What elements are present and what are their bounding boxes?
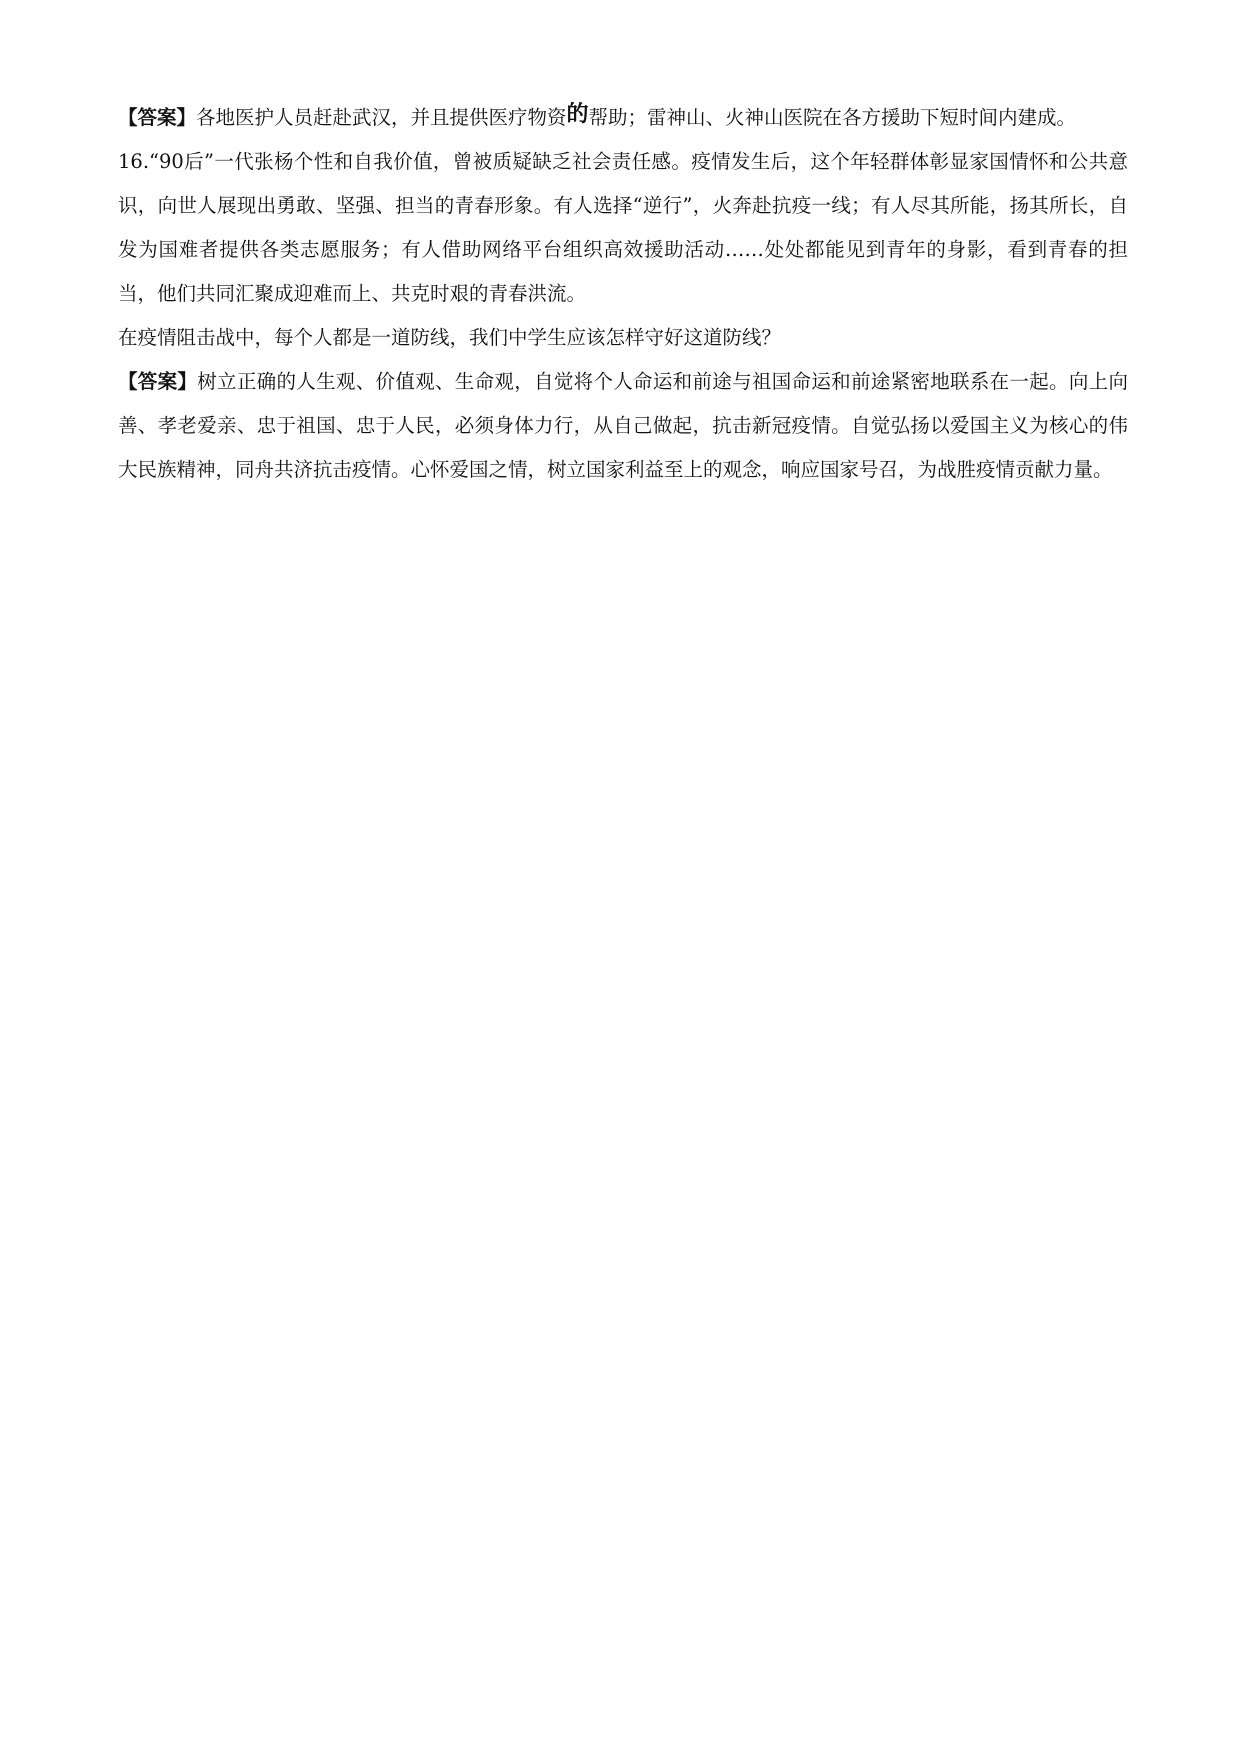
answer-text-emphasis: 的 bbox=[566, 102, 589, 127]
question-16-text: 16.“90后”一代张杨个性和自我价值，曾被质疑缺乏社会责任感。疫情发生后，这个年轻群体彰显家国情怀和公共意识，向世人展现出勇敢、坚强、担当的青春形象。有人选择“逆行”，火奔赴抗疫一线；有人尽其所能，扬其所长，自发为国难者提供各类志愿服务；有人借助网络平台组织高效援助活动……处处都能见到青年的身影，看到青春的担当，他们共同汇聚成迎难而上、共克时艰的青春洪流。 bbox=[118, 150, 1128, 305]
answer-text-part1: 各地医护人员赶赴武汉，并且提供医疗物资 bbox=[196, 106, 567, 129]
answer-text-part2: 帮助；雷神山、火神山医院在各方援助下短时间内建成。 bbox=[588, 106, 1077, 129]
answer-paragraph-15 bbox=[118, 96, 1128, 140]
answer-label: 【答案】 bbox=[118, 370, 198, 393]
answer-text: 树立正确的人生观、价值观、生命观，自觉将个人命运和前途与祖国命运和前途紧密地联系在一起。向上向善、孝老爱亲、忠于祖国、忠于人民，必须身体力行，从自己做起，抗击新冠疫情。自觉弘扬以爱国主义为核心的伟大民族精神，同舟共济抗击疫情。心怀爱国之情，树立国家利益至上的观念，响应国家号召，为战胜疫情贡献力量。 bbox=[118, 370, 1128, 481]
answer-paragraph-16 bbox=[118, 360, 1128, 492]
answer-label: 【答案】 bbox=[118, 106, 197, 129]
document-page bbox=[118, 96, 1128, 492]
question-16-prompt: 在疫情阻击战中，每个人都是一道防线，我们中学生应该怎样守好这道防线？ bbox=[118, 326, 782, 349]
